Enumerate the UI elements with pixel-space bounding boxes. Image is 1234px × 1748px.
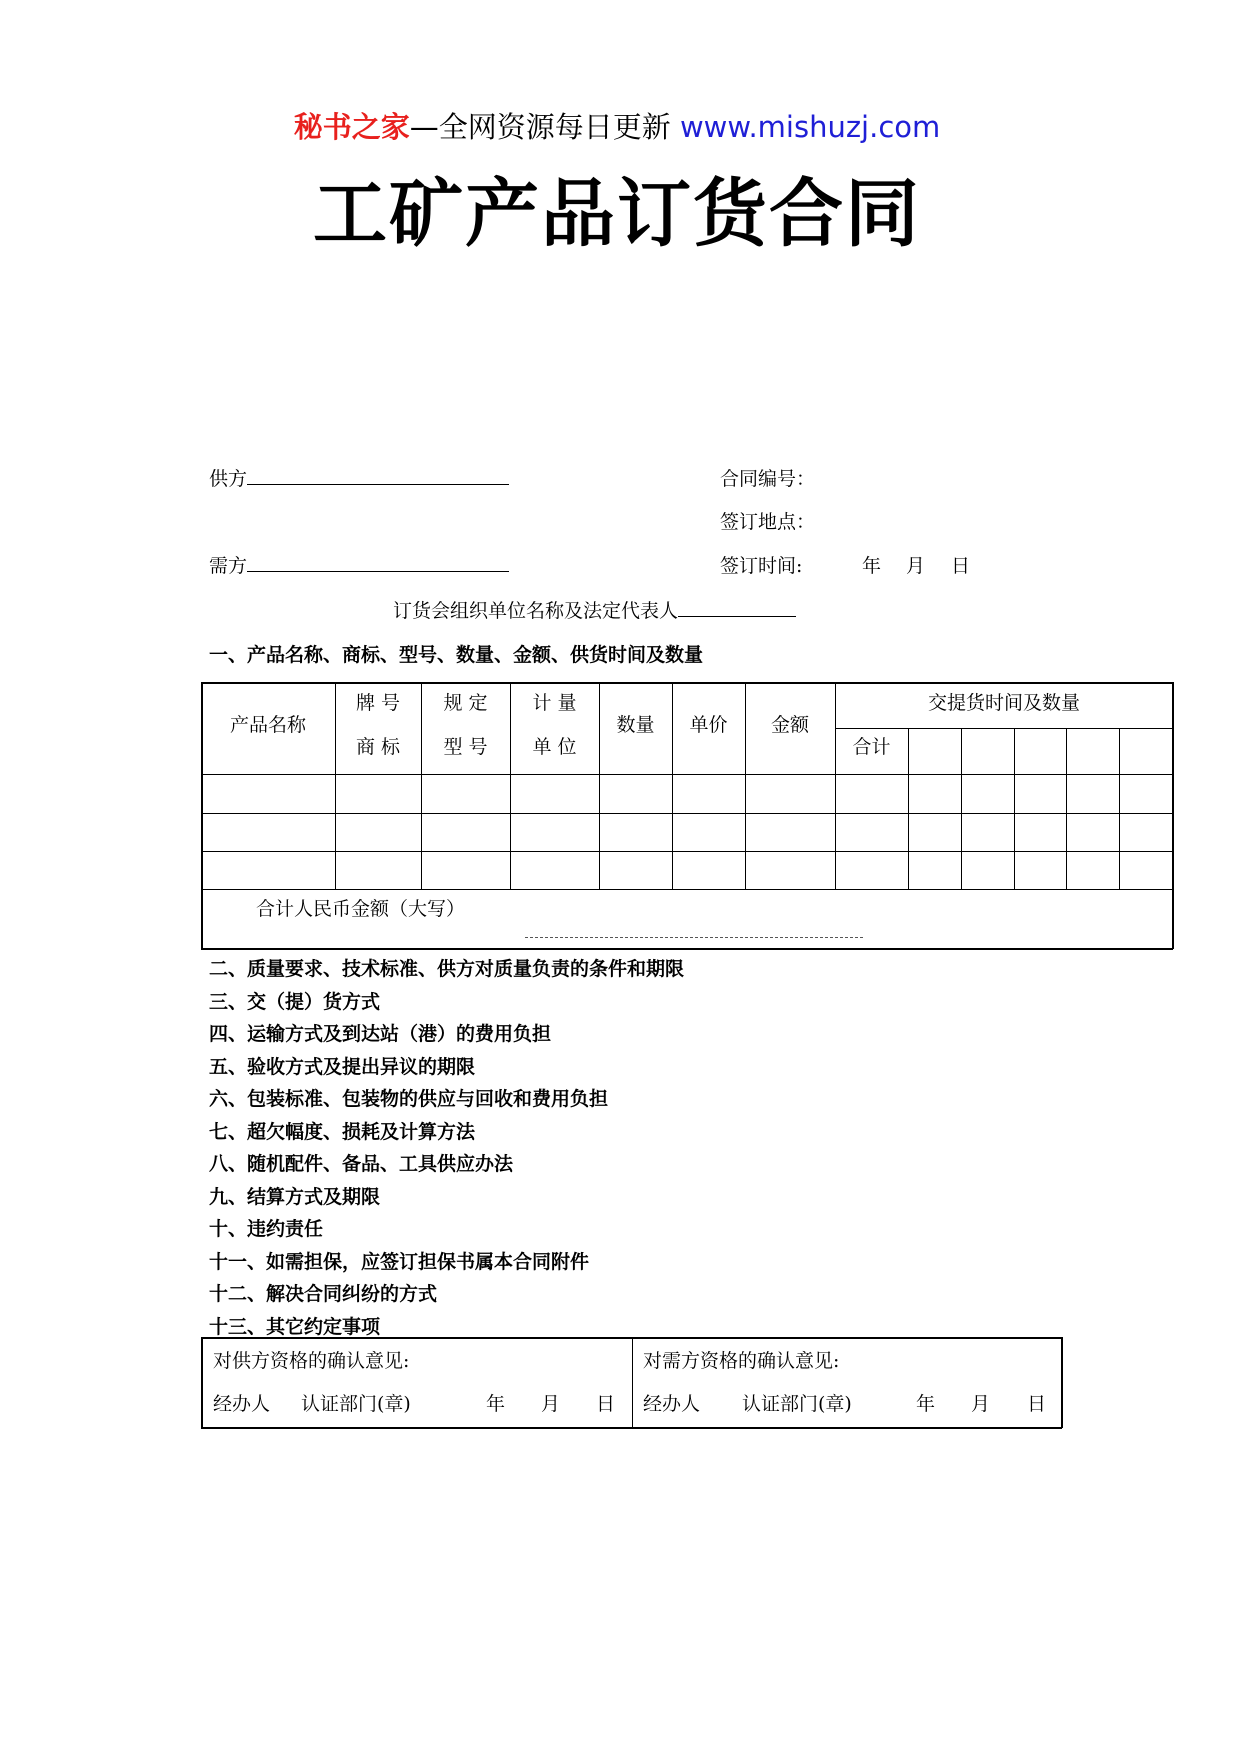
buyer-field — [209, 551, 509, 578]
clause-item: 九、结算方式及期限 — [209, 1185, 381, 1208]
sign-time-label: 签订时间: — [720, 555, 803, 577]
supplier-month: 月 — [541, 1393, 561, 1415]
buyer-confirm-title: 对需方资格的确认意见: — [643, 1350, 840, 1372]
buyer-day: 日 — [1027, 1393, 1047, 1415]
buyer-handler-label: 经办人 — [643, 1393, 701, 1415]
site-url[interactable]: www.mishuzj.com — [679, 110, 941, 144]
col-unit-bottom: 单 位 — [532, 736, 577, 758]
clause-item: 十二、解决合同纠纷的方式 — [209, 1283, 438, 1305]
col-quantity: 数量 — [616, 714, 655, 736]
contract-no-label: 合同编号： — [720, 468, 816, 490]
buyer-year: 年 — [916, 1393, 936, 1415]
col-amount: 金额 — [770, 714, 809, 736]
sign-month: 月 — [906, 555, 926, 577]
clause-item: 四、运输方式及到达站（港）的费用负担 — [209, 1023, 552, 1045]
col-subtotal: 合计 — [852, 736, 891, 758]
buyer-dept-label: 认证部门(章) — [742, 1393, 852, 1415]
clause-item: 八、随机配件、备品、工具供应办法 — [209, 1153, 514, 1175]
total-amount-label: 合计人民币金额（大写） — [256, 898, 466, 920]
supplier-dept-label: 认证部门(章) — [301, 1393, 411, 1415]
section1-heading: 一、产品名称、商标、型号、数量、金额、供货时间及数量 — [209, 644, 704, 666]
organizer-field — [393, 596, 796, 623]
supplier-blank[interactable] — [247, 466, 509, 485]
clause-item: 六、包装标准、包装物的供应与回收和费用负担 — [209, 1088, 609, 1110]
supplier-label: 供方 — [209, 468, 248, 490]
sign-day: 日 — [951, 555, 971, 577]
organizer-blank[interactable] — [678, 598, 796, 617]
col-brand-top: 牌 号 — [355, 692, 401, 714]
supplier-field — [209, 464, 509, 491]
clause-item: 十、违约责任 — [209, 1218, 324, 1240]
supplier-year: 年 — [486, 1393, 506, 1415]
brand-name: 秘书之家 — [293, 110, 410, 144]
sign-place-label: 签订地点： — [720, 511, 816, 533]
col-brand-bottom: 商 标 — [355, 736, 401, 758]
supplier-handler-label: 经办人 — [213, 1393, 271, 1415]
clause-item: 五、验收方式及提出异议的期限 — [209, 1055, 476, 1078]
clause-item: 十三、其它约定事项 — [209, 1315, 381, 1338]
total-amount-blank[interactable] — [525, 937, 863, 938]
header-banner — [0, 105, 1234, 146]
page-title: 工矿产品订货合同 — [313, 171, 921, 257]
col-price: 单价 — [689, 714, 728, 736]
clause-item: 二、质量要求、技术标准、供方对质量负责的条件和期限 — [209, 958, 685, 980]
col-spec-top: 规 定 — [443, 692, 488, 714]
col-unit-top: 计 量 — [532, 692, 577, 714]
col-delivery: 交提货时间及数量 — [927, 692, 1080, 714]
col-product-name: 产品名称 — [229, 714, 306, 736]
sign-year: 年 — [862, 555, 882, 577]
buyer-label: 需方 — [209, 555, 248, 577]
supplier-confirm-title: 对供方资格的确认意见: — [213, 1350, 410, 1372]
header-tagline: —全网资源每日更新 — [409, 110, 680, 144]
clause-item: 三、交（提）货方式 — [209, 990, 381, 1013]
clause-item: 十一、如需担保，应签订担保书属本合同附件 — [209, 1250, 590, 1273]
buyer-month: 月 — [971, 1393, 991, 1415]
buyer-blank[interactable] — [247, 553, 509, 572]
organizer-label: 订货会组织单位名称及法定代表人 — [393, 600, 679, 622]
clause-list — [209, 953, 684, 1343]
col-spec-bottom: 型 号 — [443, 736, 488, 758]
clause-item: 七、超欠幅度、损耗及计算方法 — [209, 1120, 476, 1143]
supplier-day: 日 — [596, 1393, 616, 1415]
